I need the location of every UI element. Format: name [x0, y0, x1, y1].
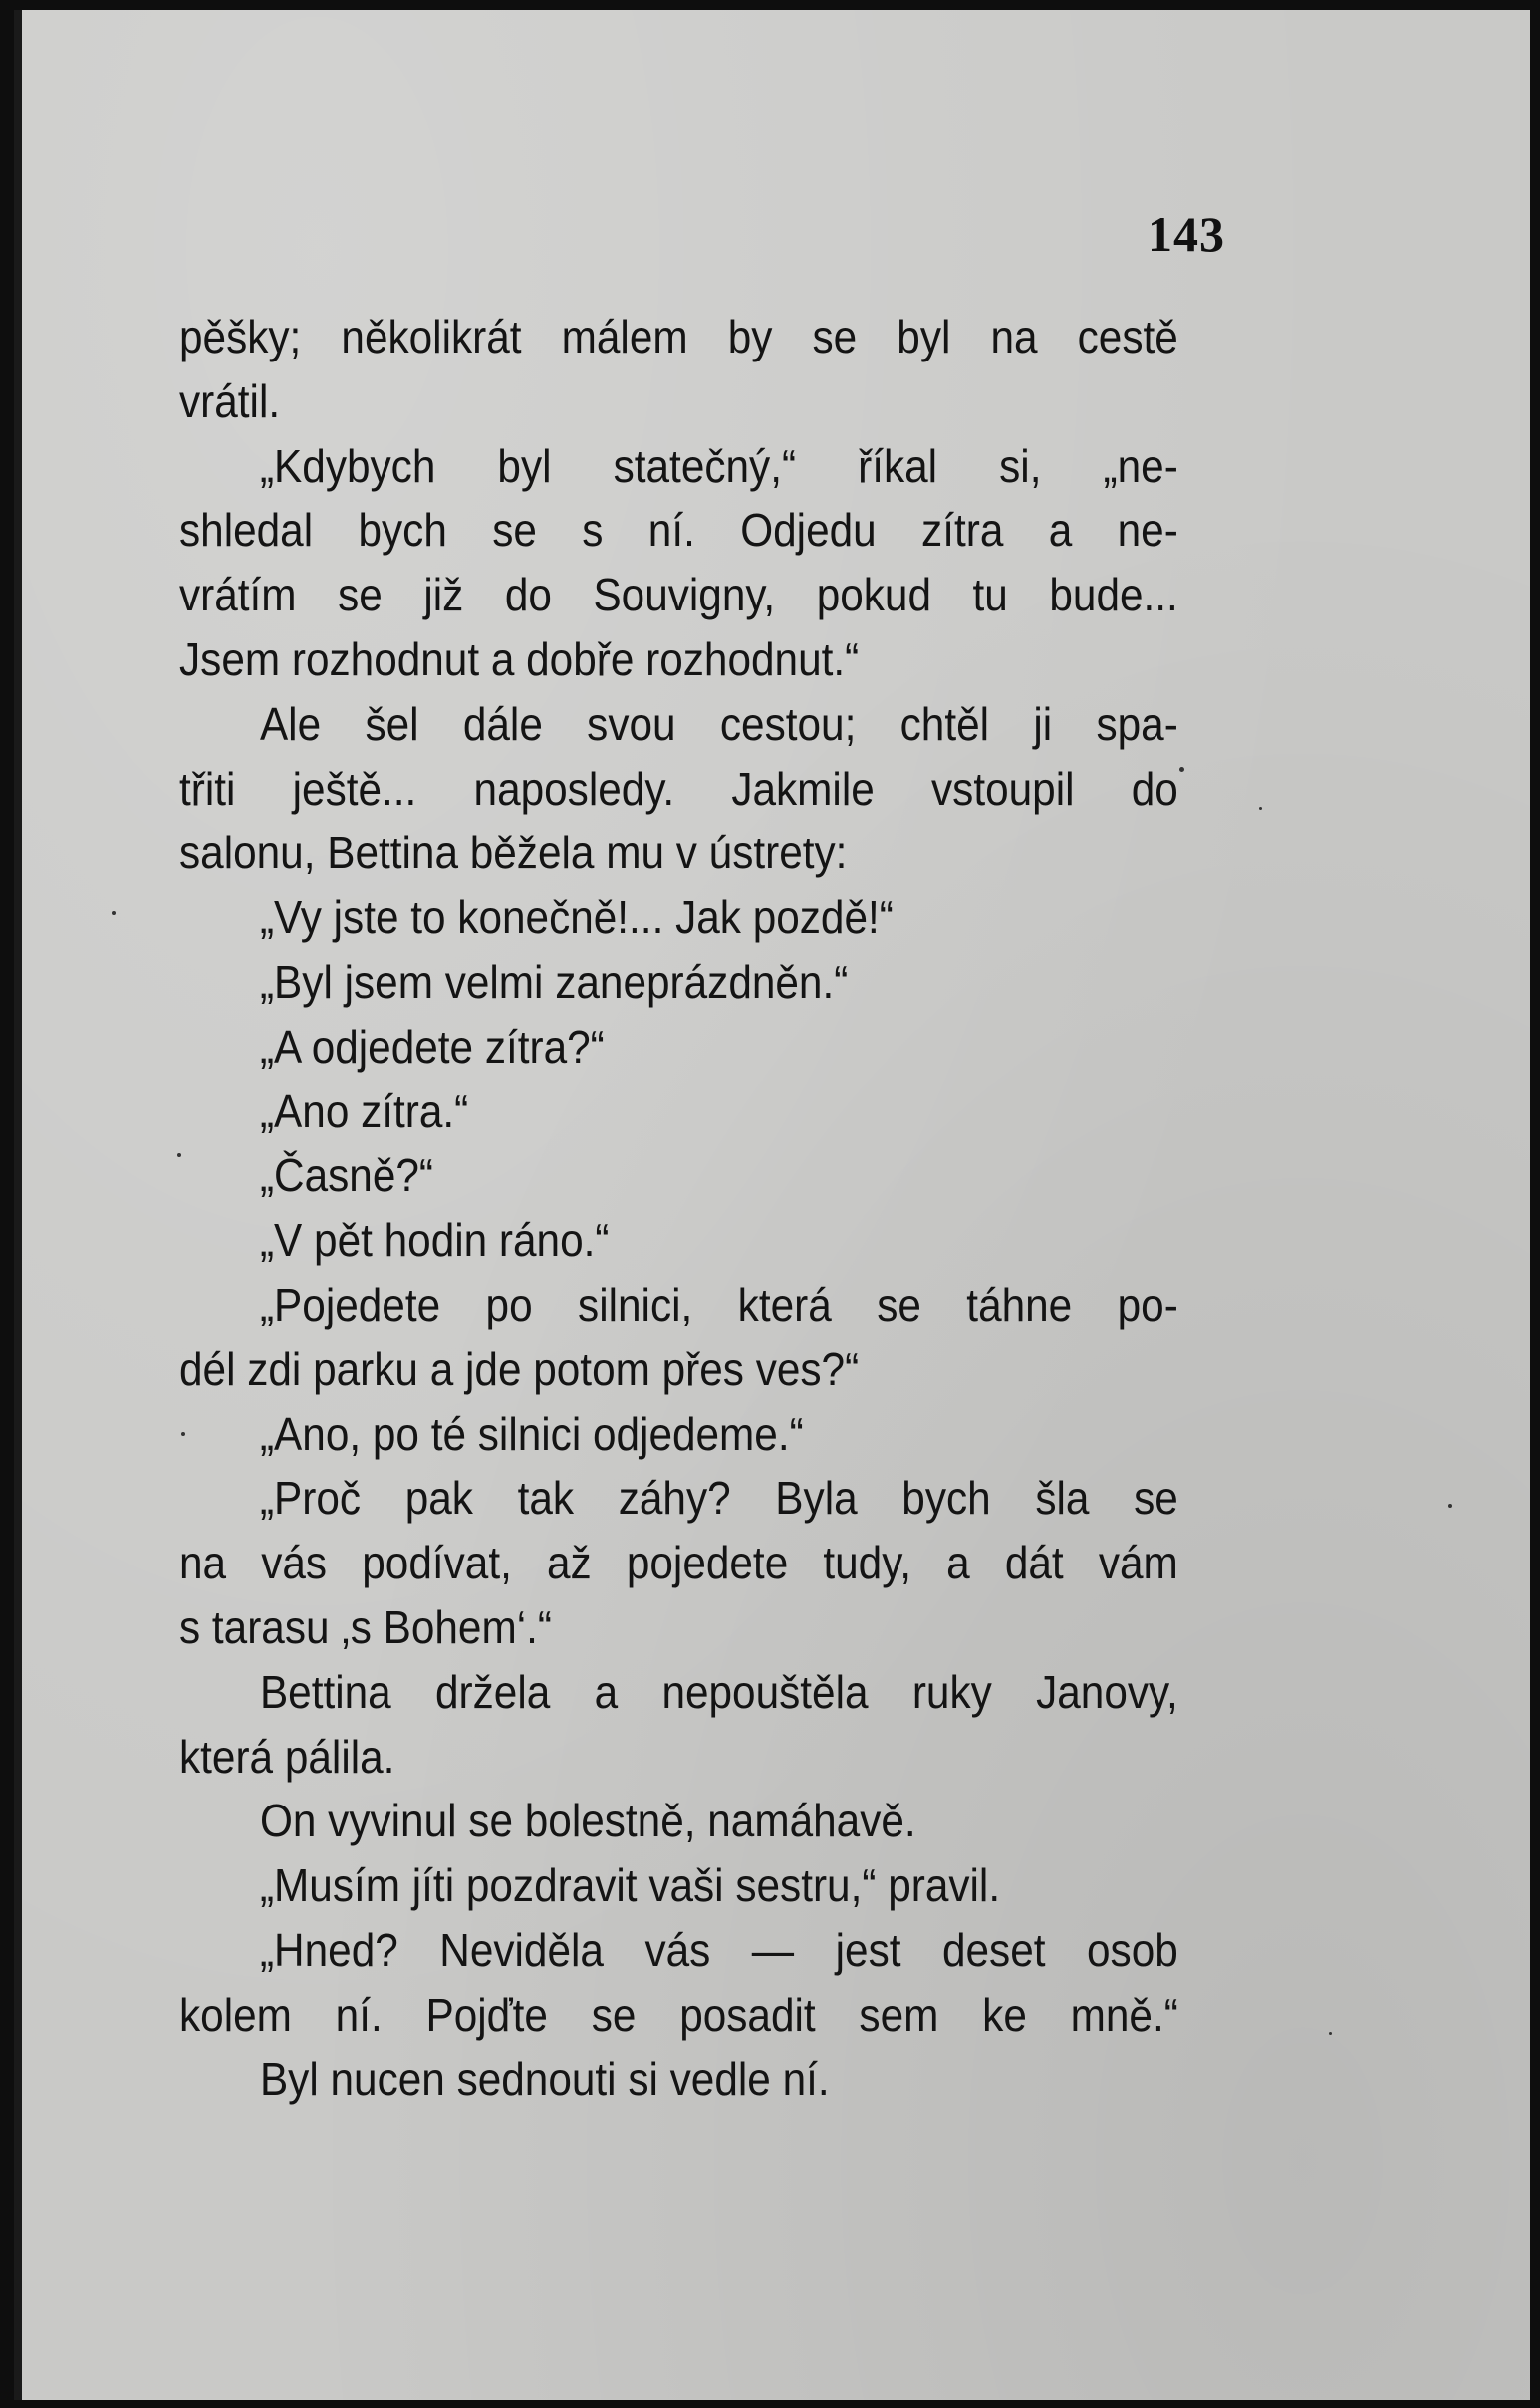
text-line-17: dél zdi parku a jde potom přes ves?“ [179, 1342, 860, 1395]
paper-speck [1448, 1504, 1452, 1508]
text-line-2: vrátil. [179, 374, 281, 427]
text-line-13: „Ano zítra.“ [259, 1084, 469, 1137]
paper-speck [177, 1153, 181, 1157]
text-line-10: „Vy jste to konečně!... Jak pozdě!“ [259, 891, 894, 944]
gutter-edge [14, 10, 22, 2400]
text-line-15: „V pět hodin ráno.“ [259, 1214, 610, 1267]
text-line-14: „Časně?“ [259, 1149, 434, 1202]
paper-speck [1329, 2032, 1332, 2035]
text-line-11: „Byl jsem velmi zaneprázdněn.“ [259, 955, 849, 1008]
paper-speck [181, 1432, 185, 1436]
text-line-6: Jsem rozhodnut a dobře rozhodnut.“ [179, 632, 860, 685]
text-line-24: On vyvinul se bolestně, namáhavě. [259, 1795, 916, 1847]
paper-speck [1179, 767, 1184, 772]
text-line-9: salonu, Bettina běžela mu v ústrety: [179, 827, 848, 879]
page-number: 143 [1148, 206, 1225, 262]
book-page [14, 10, 1530, 2400]
text-line-16: „Pojedete po silnici, která se táhne po- [259, 1278, 1178, 1330]
text-line-26: „Hned? Neviděla vás — jest deset osob [259, 1923, 1178, 1976]
text-line-18: „Ano, po té silnici odjedeme.“ [259, 1407, 804, 1460]
text-line-27: kolem ní. Pojďte se posadit sem ke mně.“ [179, 1988, 1178, 2041]
body-text [179, 305, 1178, 2111]
text-line-1: pěšky; několikrát málem by se byl na cestě [179, 311, 1178, 362]
text-line-4: shledal bych se s ní. Odjedu zítra a ne- [179, 504, 1178, 557]
text-line-23: která pálila. [179, 1730, 395, 1783]
text-line-8: třiti ještě... naposledy. Jakmile vstoupil do [179, 762, 1178, 815]
text-line-20: na vás podívat, až pojedete tudy, a dát vám [179, 1537, 1178, 1589]
text-line-21: s tarasu ‚s Bohem‘.“ [179, 1600, 552, 1653]
text-line-3: „Kdybych byl statečný,“ říkal si, „ne- [259, 439, 1178, 492]
text-line-5: vrátím se již do Souvigny, pokud tu bude... [179, 569, 1178, 621]
text-line-19: „Proč pak tak záhy? Byla bych šla se [259, 1472, 1178, 1525]
text-line-28: Byl nucen sednouti si vedle ní. [259, 2052, 830, 2105]
paper-speck [112, 911, 116, 915]
paper-speck [1259, 807, 1262, 810]
text-line-22: Bettina držela a nepouštěla ruky Janovy, [259, 1665, 1178, 1718]
text-line-7: Ale šel dále svou cestou; chtěl ji spa- [259, 697, 1178, 750]
text-line-25: „Musím jíti pozdravit vaši sestru,“ pravil. [259, 1859, 1001, 1912]
text-line-12: „A odjedete zítra?“ [259, 1020, 605, 1073]
